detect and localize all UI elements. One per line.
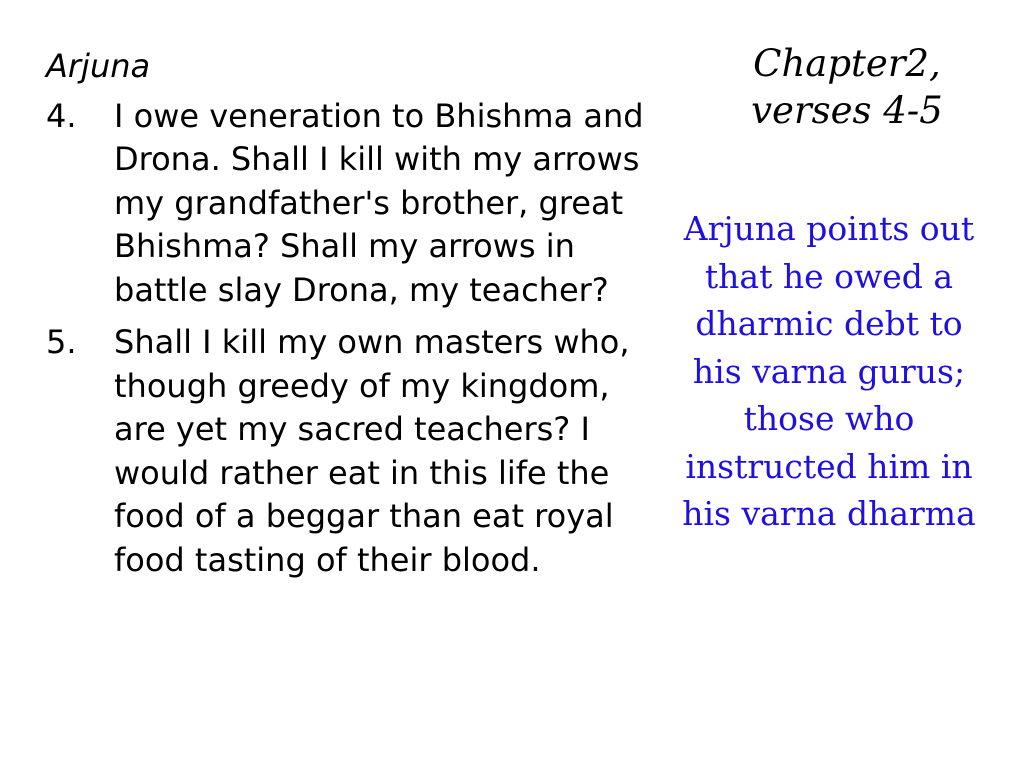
verse-item xyxy=(46,321,671,582)
speaker-name: Arjuna xyxy=(46,47,151,85)
chapter-label: Chapter2, xyxy=(753,42,941,85)
verse-item xyxy=(46,95,671,313)
verse-text: Shall I kill my own masters who, though greedy of my kingdom, are yet my sacred teachers? I would rather eat in this life the food of a beggar than eat royal food tasting of their blood. xyxy=(114,323,630,579)
verse-number: 4. xyxy=(46,96,77,135)
verse-number: 5. xyxy=(46,323,77,361)
commentary-note: Arjuna points out that he owed a dharmic debt to his varna gurus; those who instructed him in his varna dharma xyxy=(682,209,976,533)
chapter-reference xyxy=(712,40,982,134)
verse-text: I owe veneration to Bhishma and Drona. Shall I kill with my arrows my grandfather's brother, great Bhishma? Shall my arrows in battle slay Drona, my teacher? xyxy=(114,96,644,309)
verses-label: verses 4-5 xyxy=(751,89,943,132)
verse-panel xyxy=(46,45,671,591)
